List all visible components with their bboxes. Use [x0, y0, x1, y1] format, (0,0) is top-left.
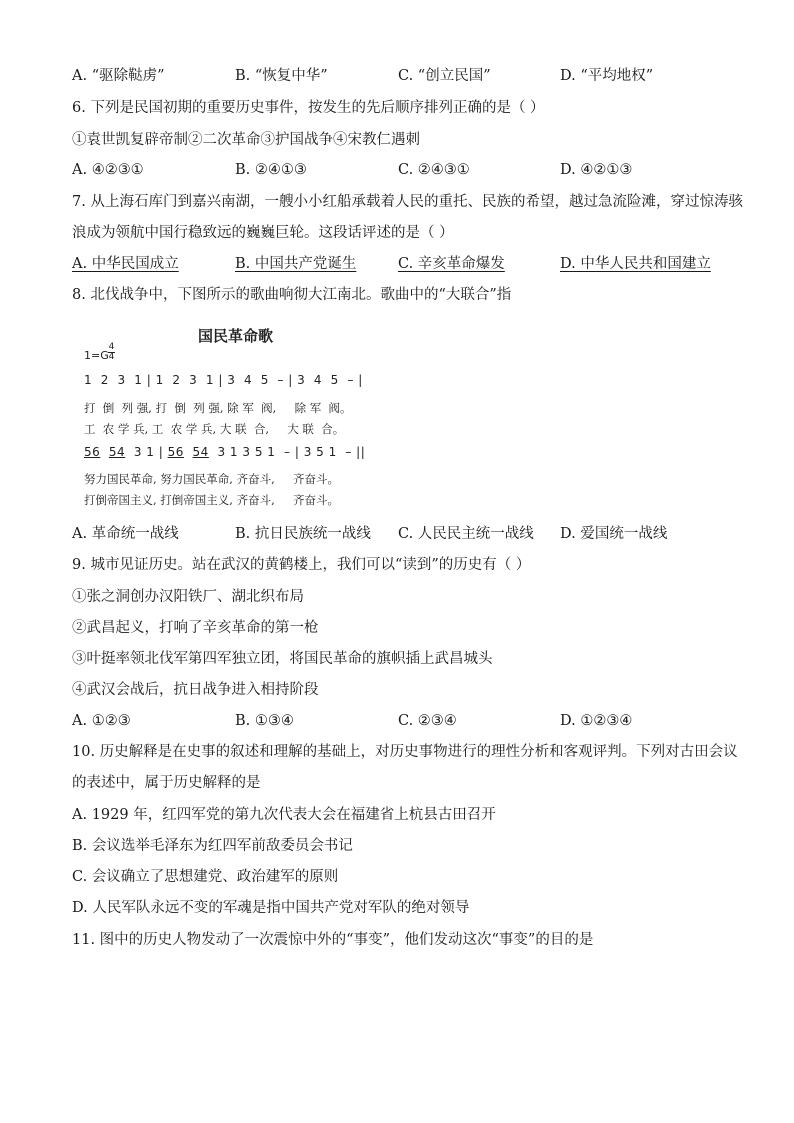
q9-item-3: ③叶挺率领北伐军第四军独立团，将国民革命的旗帜插上武昌城头 [72, 651, 493, 667]
note-group-1: 56 [84, 445, 101, 459]
q8-options [72, 524, 732, 544]
q8-stem: 8. 北伐战争中，下图所示的歌曲响彻大江南北。歌曲中的“大联合”指 [72, 287, 512, 303]
q5-options [72, 66, 732, 86]
q10-stem-line2: 的表述中，属于历史解释的是 [72, 775, 261, 791]
q9-option-c[interactable]: C. ②③④ [398, 713, 457, 729]
score-lyrics-row1a: 打 倒 列 强, 打 倒 列 强, 除 军 阀, 除 军 阀。 [84, 401, 352, 415]
q7-options [72, 254, 732, 274]
time-bottom: 4 [108, 352, 115, 362]
score-title: 国民革命歌 [198, 327, 274, 345]
score-lyrics-row2b: 打倒帝国主义, 打倒帝国主义, 齐奋斗, 齐奋斗。 [84, 493, 340, 507]
q9-option-b[interactable]: B. ①③④ [235, 713, 294, 729]
q5-option-c[interactable]: C. “创立民国” [398, 68, 491, 84]
q7-stem-line2: 浪成为领航中国行稳致远的巍巍巨轮。这段话评述的是（ ） [72, 225, 454, 241]
q6-option-a[interactable]: A. ④②③① [72, 162, 144, 178]
q10-option-c[interactable]: C. 会议确立了思想建党、政治建军的原则 [72, 869, 339, 885]
q7-option-c[interactable]: C. 辛亥革命爆发 [398, 256, 505, 272]
note-group-4: 56 [167, 445, 184, 459]
score-key: 1=G [84, 349, 109, 362]
q10-option-b[interactable]: B. 会议选举毛泽东为红四军前敌委员会书记 [72, 838, 353, 854]
q7-option-a[interactable]: A. 中华民国成立 [72, 256, 179, 272]
score-time-signature [108, 343, 115, 362]
song-score-image [78, 323, 398, 515]
q9-options [72, 711, 732, 731]
q7-option-d[interactable]: D. 中华人民共和国建立 [560, 256, 711, 272]
q10-stem-line1: 10. 历史解释是在史事的叙述和理解的基础上，对历史事物进行的理性分析和客观评判。下列对古田会议 [72, 744, 738, 760]
q6-option-b[interactable]: B. ②④①③ [235, 162, 307, 178]
note-group-5: 54 [192, 445, 209, 459]
note-group-6: 3 1 3 5 1 – | 3 5 1 – || [217, 445, 366, 459]
q9-stem: 9. 城市见证历史。站在武汉的黄鹤楼上，我们可以“读到”的历史有（ ） [72, 557, 531, 573]
q11-stem: 11. 图中的历史人物发动了一次震惊中外的“事变”，他们发动这次“事变”的目的是 [72, 932, 594, 948]
score-lyrics-row2a: 努力国民革命, 努力国民革命, 齐奋斗, 齐奋斗。 [84, 472, 340, 486]
q7-option-b[interactable]: B. 中国共产党诞生 [235, 256, 357, 272]
note-group-3: 3 1 | [133, 445, 164, 459]
q10-option-a[interactable]: A. 1929 年，红四军党的第九次代表大会在福建省上杭县古田召开 [72, 807, 496, 823]
q5-option-d[interactable]: D. “平均地权” [560, 68, 654, 84]
q9-item-4: ④武汉会战后，抗日战争进入相持阶段 [72, 682, 319, 698]
time-top: 4 [108, 342, 115, 352]
q6-options [72, 160, 732, 180]
q5-option-a[interactable]: A. “驱除鞑虏” [72, 68, 165, 84]
q6-option-d[interactable]: D. ④②①③ [560, 162, 633, 178]
q9-item-2: ②武昌起义，打响了辛亥革命的第一枪 [72, 620, 319, 636]
q6-option-c[interactable]: C. ②④③① [398, 162, 470, 178]
q9-item-1: ①张之洞创办汉阳铁厂、湖北织布局 [72, 589, 304, 605]
q6-items: ①袁世凯复辟帝制②二次革命③护国战争④宋教仁遇刺 [72, 132, 420, 148]
q9-option-a[interactable]: A. ①②③ [72, 713, 131, 729]
q10-option-d[interactable]: D. 人民军队永远不变的军魂是指中国共产党对军队的绝对领导 [72, 900, 470, 916]
note-group-2: 54 [108, 445, 126, 459]
q5-option-b[interactable]: B. “恢复中华” [235, 68, 328, 84]
q8-option-d[interactable]: D. 爱国统一战线 [560, 526, 668, 542]
q9-option-d[interactable]: D. ①②③④ [560, 713, 633, 729]
q8-option-b[interactable]: B. 抗日民族统一战线 [235, 526, 371, 542]
score-notes-row1: 1 2 3 1 | 1 2 3 1 | 3 4 5 – | 3 4 5 – | [84, 373, 363, 387]
q8-option-c[interactable]: C. 人民民主统一战线 [398, 526, 534, 542]
score-notes-row2 [84, 445, 365, 459]
q8-option-a[interactable]: A. 革命统一战线 [72, 526, 179, 542]
q6-stem: 6. 下列是民国初期的重要历史事件，按发生的先后顺序排列正确的是（ ） [72, 100, 545, 116]
score-lyrics-row1b: 工 农 学 兵, 工 农 学 兵, 大 联 合, 大 联 合。 [84, 422, 345, 436]
q7-stem-line1: 7. 从上海石库门到嘉兴南湖，一艘小小红船承载着人民的重托、民族的希望，越过急流险滩，穿过惊涛骇 [72, 194, 743, 210]
